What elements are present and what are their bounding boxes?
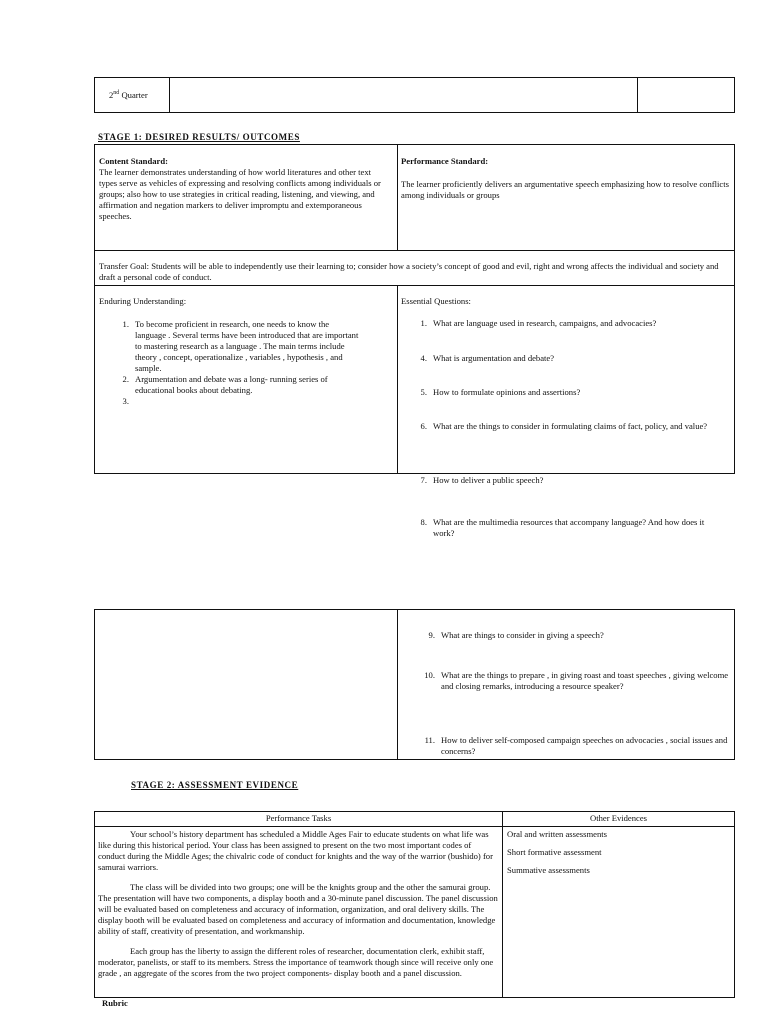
list-item: 1. What are language used in research, campaigns, and advocacies? <box>420 318 657 328</box>
list-item: 2. Argumentation and debate was a long- running series of educational books about debating. <box>122 374 328 395</box>
evidence-item: Short formative assessment <box>507 847 602 857</box>
list-item: 1. To become proficient in research, one needs to know the language . Several terms have been introduced that are important to mastering research as a language . The main terms include theory , concept, operationalize , variables , hypothesis , and sample. <box>122 319 359 373</box>
list-item: 11. How to deliver self-composed campaign speeches on advocacies , social issues and concerns? <box>424 735 728 756</box>
list-item: 7. How to deliver a public speech? <box>420 475 544 485</box>
enduring-label: Enduring Understanding: <box>99 296 187 306</box>
performance-tasks <box>98 829 498 979</box>
list-item: 6. What are the things to consider in formulating claims of fact, policy, and value? <box>420 421 708 431</box>
performance-standard-label: Performance Standard: <box>401 156 489 166</box>
performance-standard <box>401 156 729 201</box>
content-standard-label: Content Standard: <box>99 156 168 166</box>
stage1-table <box>94 144 735 538</box>
list-item: 4. What is argumentation and debate? <box>420 353 555 363</box>
quarter-table <box>94 77 735 113</box>
stage1-heading: STAGE 1: DESIRED RESULTS/ OUTCOMES <box>98 132 300 142</box>
task-paragraph: The class will be divided into two groups; one will be the knights group and the other the samurai group. The presentation will have two components, a display booth and a 30-minute panel discussion. The panel discussion will be evaluated based on completeness and accuracy of information, organization, and oral delivery skills. The display booth will be evaluated based on completeness and accuracy of information and documentation, knowledge ability of staff, creativity of presentation, and workmanship. <box>98 882 498 936</box>
performance-tasks-header: Performance Tasks <box>265 813 332 823</box>
enduring-understanding: Enduring Understanding: 1. To become proficient in research, one needs to know the language . Several terms have been introduced that are important to mastering research as a language . The main terms include theory , concept, operationalize , variables , hypothesis , and sample. 2. Argumentation and debate was a long- running series of educational books about debating. 3. <box>99 296 391 396</box>
list-item: 5. How to formulate opinions and assertions? <box>420 387 581 397</box>
evidence-item: Summative assessments <box>507 865 590 875</box>
list-item: 9. What are things to consider in giving a speech? <box>428 630 604 640</box>
list-item: 10. What are the things to prepare , in giving roast and toast speeches , giving welcome and closing remarks, introducing a resource speaker? <box>424 670 729 691</box>
essential-label: Essential Questions: <box>401 296 471 306</box>
task-paragraph: Each group has the liberty to assign the different roles of researcher, documentation clerk, exhibit staff, moderator, panelists, or staff to its members. Stress the importance of teamwork though since will receive only one grade , an aggregate of the scores from the two project components- display booth and a panel discussion. <box>98 946 494 978</box>
transfer-goal: Transfer Goal: Students will be able to independently use their learning to; consider how a society’s concept of good and evil, right and wrong affects the individual and society and draft a personal code of conduct. <box>99 261 719 282</box>
task-paragraph: Your school’s history department has scheduled a Middle Ages Fair to educate students on what life was like during this historical period. Your class has been assigned to present on the two most important codes of conduct during the Middle Ages; the chivalric code of conduct for knights and the way of the warrior (bushido) for samurai warriors. <box>98 829 493 872</box>
essential-questions <box>401 296 731 538</box>
content-standard <box>99 156 391 222</box>
stage2-heading: STAGE 2: ASSESSMENT EVIDENCE <box>131 780 299 790</box>
performance-standard-text: The learner proficiently delivers an argumentative speech emphasizing how to resolve conflicts among individuals or groups <box>401 179 729 200</box>
rubric-label: Rubric <box>102 998 128 1008</box>
essential-questions-continued-table <box>94 609 735 760</box>
assessment-table <box>94 811 735 998</box>
list-item: 8. What are the multimedia resources that accompany language? And how does it work? <box>420 517 705 538</box>
content-standard-text: The learner demonstrates understanding of how world literatures and other text types serve as vehicles of expressing and resolving conflicts among individuals or groups; also how to use strategies in critical reading, listening, and viewing, and affirmation and negation markers to deliver impromptu and extemporaneous speeches. <box>99 167 381 221</box>
other-evidences-header: Other Evidences <box>589 813 648 823</box>
other-evidences <box>507 829 731 876</box>
evidence-item: Oral and written assessments <box>507 829 607 839</box>
quarter-label: 2nd Quarter <box>109 90 148 100</box>
